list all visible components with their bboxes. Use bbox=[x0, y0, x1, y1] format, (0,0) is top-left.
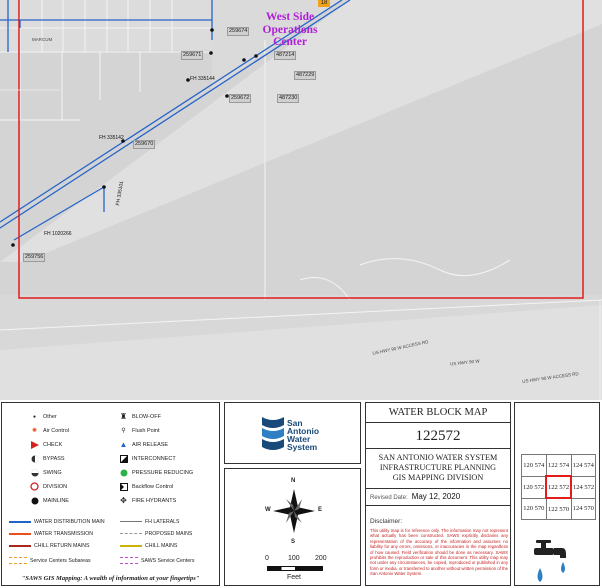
division-icon bbox=[30, 482, 39, 491]
north-arrow-icon bbox=[269, 485, 319, 537]
legend-item: ⚲ Flush Point bbox=[119, 426, 160, 435]
legend-line-item: CHILL MAINS bbox=[120, 543, 177, 549]
hydrant-label: FH 335101 bbox=[115, 180, 126, 207]
road-label: US HWY 90 W bbox=[449, 358, 480, 367]
grid-id-label: 487230 bbox=[279, 95, 298, 101]
operations-center-label: West Side Operations Center bbox=[262, 11, 318, 48]
north-label: N bbox=[291, 478, 296, 484]
flush-point-icon: ⚲ bbox=[121, 427, 126, 434]
water-faucet-icon bbox=[532, 540, 570, 584]
disclaimer-heading: Disclaimer: bbox=[370, 518, 403, 525]
street-label: MARCUM bbox=[32, 37, 53, 42]
disclaimer-text: This utility map is for reference only. The information may not represent what actually has been constructed. SAWS explicitly disclaims any representation of the accuracy of the information and assumes no liability for any errors, omissions, or inaccuracies in the map regardless of how caused. Field verification should be done as necessary. SAWS prohibits the reproduction or sale of this document. This utility map may not under any circumstances, be copied, reproduced or published in any form or media, or transferred to another without written permission of the San Antonio Water System. bbox=[370, 528, 508, 577]
legend-item: ▲ AIR RELEASE bbox=[119, 439, 169, 449]
legend-item: MAINLINE bbox=[30, 496, 69, 505]
backflow-control-icon bbox=[119, 482, 128, 491]
pressure-reducing-icon bbox=[119, 468, 128, 477]
scale-tick-0: 0 bbox=[265, 555, 269, 562]
logo-box bbox=[224, 402, 361, 464]
road-label: US HWY 90 W ACCESS RD bbox=[372, 339, 429, 356]
block-number: 122572 bbox=[415, 428, 461, 444]
west-label: W bbox=[265, 507, 271, 513]
scale-tick-100: 100 bbox=[288, 555, 300, 562]
revised-date: Revised Date: May 12, 2020 bbox=[370, 492, 461, 501]
legend-item: BYPASS bbox=[30, 454, 65, 463]
bypass-icon bbox=[30, 454, 39, 463]
legend-line-item: WATER TRANSMISSION bbox=[9, 531, 93, 537]
hydrant-label: FH 1020266 bbox=[44, 231, 72, 237]
title-block bbox=[365, 402, 511, 586]
legend-line-item: Service Centers Subareas bbox=[9, 557, 91, 564]
adjacent-block-link[interactable]: 120 572 bbox=[522, 476, 547, 498]
valve-id-label: 259671 bbox=[183, 52, 202, 58]
legend-line-item: SAWS Service Centers bbox=[120, 557, 194, 564]
adjacent-block-link[interactable]: 122 570 bbox=[546, 498, 571, 520]
swing-icon bbox=[30, 468, 39, 477]
legend-item: DIVISION bbox=[30, 482, 67, 491]
organization-name: SAN ANTONIO WATER SYSTEM INFRASTRUCTURE PLANNING GIS MAPPING DIVISION bbox=[378, 453, 498, 482]
air-control-icon: ✺ bbox=[31, 427, 38, 434]
check-icon bbox=[30, 440, 39, 449]
scale-bar bbox=[267, 566, 323, 571]
legend-line-item: CHILL RETURN MAINS bbox=[9, 543, 89, 549]
fire-hydrant-icon: ✥ bbox=[120, 495, 127, 505]
air-release-icon: ▲ bbox=[119, 439, 128, 449]
legend bbox=[1, 402, 220, 586]
legend-item: ♜ BLOW-OFF bbox=[119, 411, 161, 421]
hydrant-label: FH 335142 bbox=[99, 135, 124, 141]
legend-item: SWING bbox=[30, 468, 62, 477]
dot-icon: ● bbox=[32, 413, 37, 420]
hydrant-label: FH 335144 bbox=[190, 76, 215, 82]
current-block-cell[interactable]: 122 572 bbox=[546, 476, 571, 498]
blow-off-icon: ♜ bbox=[119, 411, 128, 421]
mainline-icon bbox=[30, 496, 39, 505]
legend-line-item: PROPOSED MAINS bbox=[120, 531, 192, 537]
legend-item: Backflow Control bbox=[119, 482, 173, 491]
adjacent-block-link[interactable]: 124 570 bbox=[571, 498, 596, 520]
adjacent-block-link[interactable]: 124 574 bbox=[571, 455, 596, 477]
scale-unit: Feet bbox=[287, 574, 302, 581]
legend-line-item: FH LATERALS bbox=[120, 519, 180, 525]
road-label: US HWY 90 W ACCESS RD bbox=[521, 371, 580, 384]
legend-item: INTERCONNECT bbox=[119, 454, 176, 463]
legend-item: ✺ Air Control bbox=[31, 427, 69, 434]
east-label: E bbox=[318, 507, 323, 513]
logo-wordmark: San Antonio Water System bbox=[287, 418, 320, 452]
map-type-title: WATER BLOCK MAP bbox=[388, 407, 488, 418]
scale-tick-200: 200 bbox=[315, 555, 327, 562]
key-map-grid bbox=[521, 454, 596, 520]
interconnect-icon bbox=[119, 454, 128, 463]
legend-line-item: WATER DISTRIBUTION MAIN bbox=[9, 519, 105, 525]
legend-item: PRESSURE REDUCING bbox=[119, 468, 193, 477]
adjacent-block-link[interactable]: 122 574 bbox=[546, 455, 571, 477]
legend-item: ✥ FIRE HYDRANTS bbox=[120, 495, 177, 505]
south-label: S bbox=[291, 539, 296, 545]
valve-id-label: 259670 bbox=[135, 141, 154, 147]
adjacent-block-link[interactable]: 124 572 bbox=[571, 476, 596, 498]
grid-id-label: 487229 bbox=[296, 72, 315, 78]
legend-slogan: "SAWS GIS Mapping: A wealth of information at your fingertips" bbox=[21, 575, 200, 582]
valve-id-label: 259672 bbox=[231, 95, 250, 101]
adjacent-block-link[interactable]: 120 574 bbox=[522, 455, 547, 477]
valve-id-label: 259674 bbox=[229, 28, 248, 34]
legend-item: CHECK bbox=[30, 440, 62, 449]
north-scale-box bbox=[224, 468, 361, 586]
saws-logo-icon bbox=[259, 415, 287, 451]
grid-marker: 18 bbox=[318, 0, 330, 7]
grid-id-label: 487214 bbox=[276, 52, 295, 58]
valve-id-label: 259756 bbox=[25, 254, 44, 260]
adjacent-block-link[interactable]: 120 570 bbox=[522, 498, 547, 520]
legend-item: ● Other bbox=[30, 412, 57, 421]
